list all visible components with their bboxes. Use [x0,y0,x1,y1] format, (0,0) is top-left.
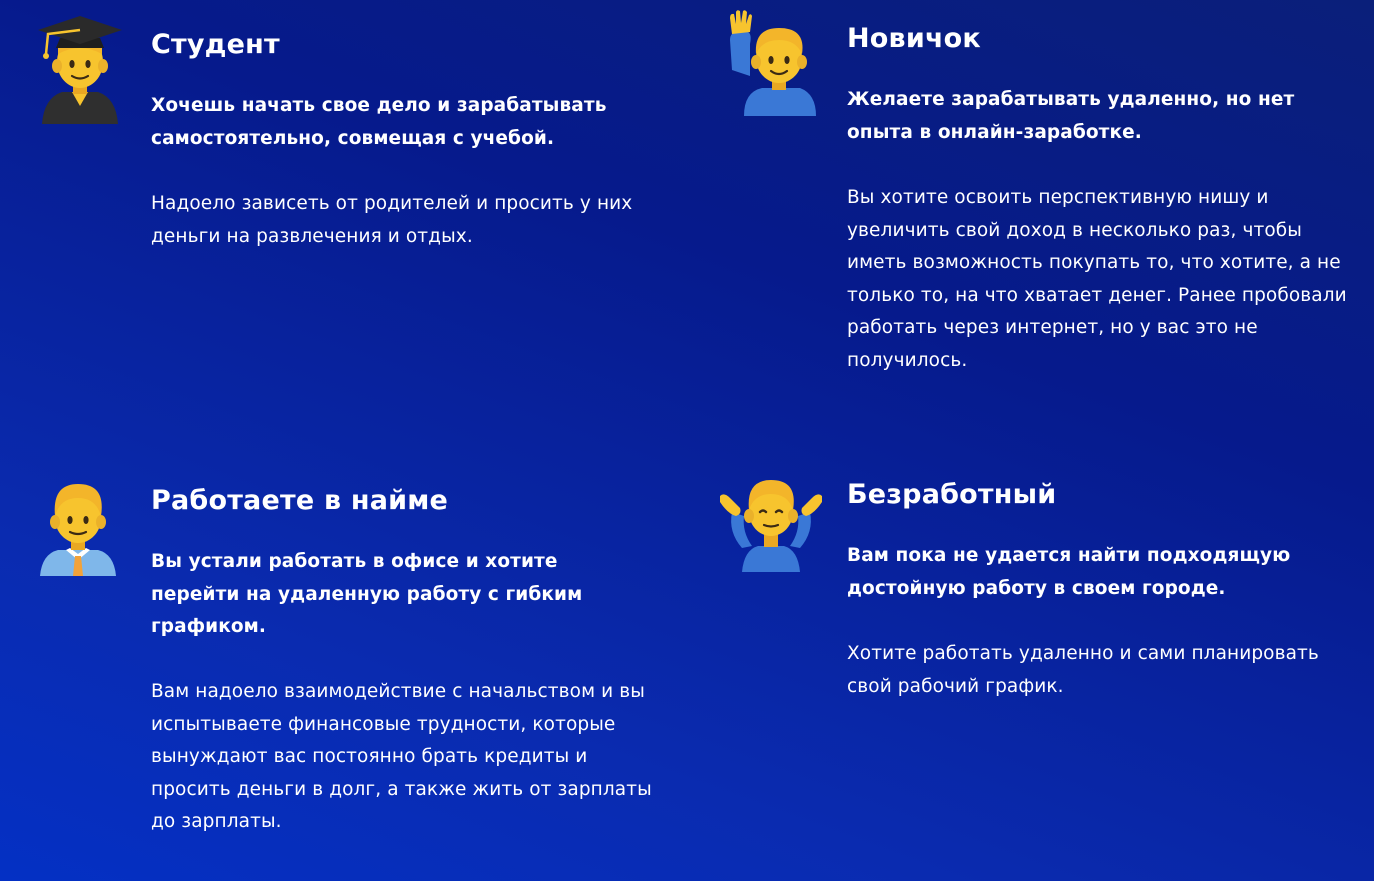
card-lead: Хочешь начать свое дело и зарабатывать самостоятельно, совмещая с учебой. [151,95,607,149]
card-title: Работаете в найме [151,485,449,516]
shrugging-emoji-icon [718,472,824,572]
card-lead: Желаете зарабатывать удаленно, но нет опыта в онлайн-заработке. [847,89,1295,143]
card-title: Безработный [847,479,1057,510]
office-worker-emoji-icon [40,476,116,576]
student-emoji-icon [38,14,122,124]
card-lead: Вам пока не удается найти подходящую достойную работу в своем городе. [847,545,1291,599]
card-description: Надоело зависеть от родителей и просить у них деньги на развлечения и отдых. [151,193,633,247]
card-description: Вы хотите освоить перспективную нишу и увеличить свой доход в несколько раз, чтобы иметь возможность покупать то, что хотите, а не только то, на что хватает денег. Ранее пробовали работать через интернет, но у вас это не получилось. [847,187,1347,371]
card-lead: Вы устали работать в офисе и хотите перейти на удаленную работу с гибким графиком. [151,551,583,638]
card-description: Вам надоело взаимодействие с начальством и вы испытываете финансовые трудности, которые вынуждают вас постоянно брать кредиты и просить деньги в долг, а также жить от зарплаты до зарплаты. [151,681,652,833]
raising-hand-emoji-icon [726,10,816,116]
card-title: Студент [151,29,280,60]
card-title: Новичок [847,23,981,54]
card-description: Хотите работать удаленно и сами планировать свой рабочий график. [847,643,1319,697]
